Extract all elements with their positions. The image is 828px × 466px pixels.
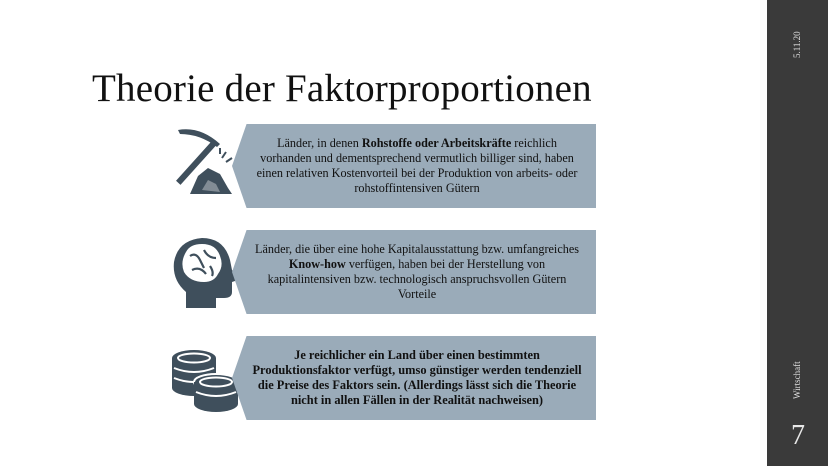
text-part: Länder, in denen [277, 136, 362, 150]
head-brain-icon [160, 230, 244, 314]
bold-text: Know-how [288, 257, 346, 271]
page-number: 7 [791, 420, 805, 451]
info-row-factor-prices [160, 336, 600, 420]
text-part: Länder, die über eine hohe Kapitalausstattung bzw. umfangreiches [255, 242, 579, 256]
slide-subject: Wirtschaft [792, 361, 802, 399]
bold-text: Rohstoffe oder Arbeitskräfte [361, 136, 512, 150]
arrow-text [252, 230, 582, 314]
slide-date: 5.11.20 [792, 31, 802, 59]
text-part: reichlich vorhanden und dementsprechend vermutlich billiger sind, haben einen relativen Kostenvorteil bei der Produktion von arbeits- oder rohstoffintensiven Gütern [256, 136, 578, 195]
arrow-text: Je reichlicher ein Land über einen bestimmten Produktionsfaktor verfügt, umso günstiger werden tendenziell die Preise des Faktors sein. (Allerdings lässt sich die Theorie nicht in allen Fällen in der Realität nachweisen) [252, 348, 582, 407]
text-part: verfügen, haben bei der Herstellung von kapitalintensiven bzw. technologisch anspruchsvollen Gütern Vorteile [267, 257, 567, 301]
slide-title: Theorie der Faktorproportionen [92, 67, 592, 110]
arrow-text [252, 124, 582, 208]
info-row-know-how [160, 230, 600, 314]
coins-icon [160, 336, 244, 420]
pickaxe-icon [160, 124, 244, 208]
info-row-raw-materials [160, 124, 600, 208]
